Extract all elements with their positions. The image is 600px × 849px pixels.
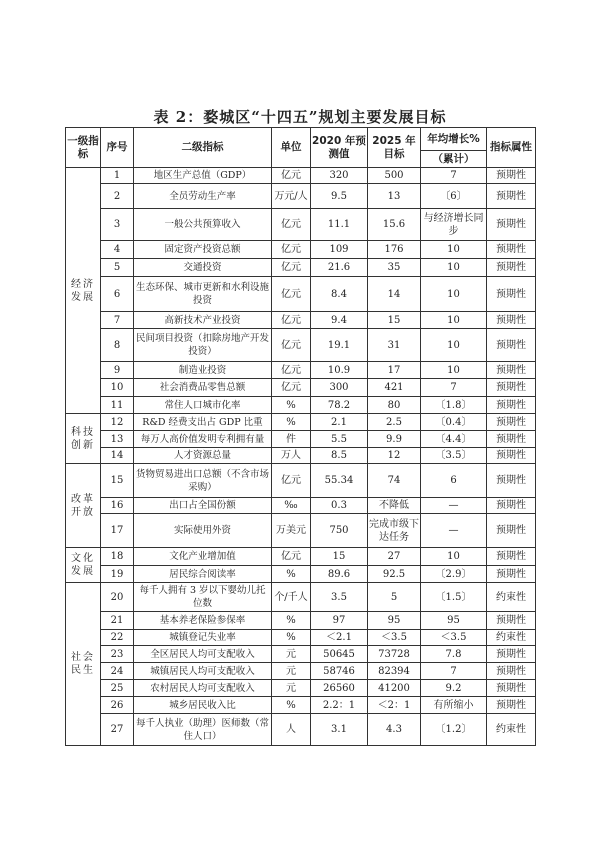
target-2025-cell: 82394 [368,663,421,680]
table-title: 表 2：婺城区“十四五”规划主要发展目标 [153,108,447,126]
growth-cell: 10 [421,329,487,362]
indicator-cell: 每千人拥有 3 岁以下婴幼儿托位数 [134,583,272,612]
attribute-cell: 预期性 [487,566,536,583]
growth-cell: 〔3.5〕 [421,448,487,464]
growth-cell: 与经济增长同步 [421,209,487,241]
target-2025-cell: 15.6 [368,209,421,241]
attribute-cell: 预期性 [487,168,536,184]
seq-cell: 6 [101,277,134,312]
growth-cell: 10 [421,241,487,259]
unit-cell: 万元/人 [272,184,311,209]
growth-cell: 10 [421,312,487,329]
seq-cell: 5 [101,259,134,277]
attribute-cell: 预期性 [487,209,536,241]
growth-cell: 有所缩小 [421,697,487,714]
value-2020-cell: 109 [311,241,368,259]
indicator-cell: 高新技术产业投资 [134,312,272,329]
attribute-cell: 预期性 [487,277,536,312]
value-2020-cell: 5.5 [311,431,368,448]
table-row [66,379,536,397]
seq-cell: 26 [101,697,134,714]
value-2020-cell: 2.2：1 [311,697,368,714]
growth-cell: 〔0.4〕 [421,414,487,431]
table-row [66,397,536,414]
table-row [66,680,536,697]
growth-cell: 10 [421,259,487,277]
target-2025-cell: 14 [368,277,421,312]
unit-cell: 元 [272,680,311,697]
target-2025-cell: 13 [368,184,421,209]
attribute-cell: 预期性 [487,362,536,379]
table-row [66,697,536,714]
attribute-cell: 预期性 [487,379,536,397]
indicator-cell: 常住人口城市化率 [134,397,272,414]
table-row [66,548,536,566]
growth-cell: — [421,498,487,514]
development-targets-table [65,127,536,746]
indicator-cell: 城镇居民人均可支配收入 [134,663,272,680]
attribute-cell: 预期性 [487,259,536,277]
category-cell: 文化发展 [66,548,101,583]
table-row [66,498,536,514]
unit-cell: 亿元 [272,548,311,566]
table-row [66,241,536,259]
seq-cell: 18 [101,548,134,566]
growth-cell: 9.2 [421,680,487,697]
unit-cell: % [272,414,311,431]
seq-cell: 27 [101,714,134,746]
table-row [66,583,536,612]
target-2025-cell: 2.5 [368,414,421,431]
attribute-cell: 预期性 [487,414,536,431]
unit-cell: 万美元 [272,514,311,548]
target-2025-cell: 500 [368,168,421,184]
growth-cell: 6 [421,464,487,498]
attribute-cell: 约束性 [487,630,536,646]
target-2025-cell: 27 [368,548,421,566]
seq-cell: 10 [101,379,134,397]
category-cell: 社会民生 [66,583,101,746]
attribute-cell: 预期性 [487,498,536,514]
value-2020-cell: 89.6 [311,566,368,583]
attribute-cell: 预期性 [487,612,536,630]
growth-cell: 95 [421,612,487,630]
value-2020-cell: 0.3 [311,498,368,514]
seq-cell: 8 [101,329,134,362]
unit-cell: 亿元 [272,379,311,397]
value-2020-cell: 15 [311,548,368,566]
table-row [66,663,536,680]
attribute-cell: 预期性 [487,448,536,464]
unit-cell: 元 [272,646,311,663]
unit-cell: 亿元 [272,209,311,241]
target-2025-cell: 95 [368,612,421,630]
indicator-cell: 城镇登记失业率 [134,630,272,646]
seq-cell: 16 [101,498,134,514]
unit-cell: % [272,397,311,414]
unit-cell: 人 [272,714,311,746]
target-2025-cell: 74 [368,464,421,498]
value-2020-cell: 9.5 [311,184,368,209]
table-row [66,514,536,548]
growth-cell: 〔6〕 [421,184,487,209]
value-2020-cell: 750 [311,514,368,548]
attribute-cell: 约束性 [487,583,536,612]
target-2025-cell: 73728 [368,646,421,663]
seq-cell: 7 [101,312,134,329]
header-attr: 指标属性 [487,128,536,168]
header-level1: 一级指标 [66,128,101,168]
indicator-cell: 固定资产投资总额 [134,241,272,259]
seq-cell: 1 [101,168,134,184]
unit-cell: 万人 [272,448,311,464]
value-2020-cell: 300 [311,379,368,397]
seq-cell: 9 [101,362,134,379]
seq-cell: 19 [101,566,134,583]
seq-cell: 2 [101,184,134,209]
attribute-cell: 预期性 [487,464,536,498]
seq-cell: 13 [101,431,134,448]
seq-cell: 25 [101,680,134,697]
value-2020-cell: 3.5 [311,583,368,612]
seq-cell: 21 [101,612,134,630]
attribute-cell: 预期性 [487,514,536,548]
growth-cell: 10 [421,362,487,379]
indicator-cell: 全员劳动生产率 [134,184,272,209]
unit-cell: 元 [272,663,311,680]
value-2020-cell: 8.5 [311,448,368,464]
unit-cell: 亿元 [272,464,311,498]
indicator-cell: R&D 经费支出占 GDP 比重 [134,414,272,431]
unit-cell: 亿元 [272,362,311,379]
seq-cell: 4 [101,241,134,259]
growth-cell: 10 [421,277,487,312]
table-row [66,184,536,209]
seq-cell: 17 [101,514,134,548]
target-2025-cell: 15 [368,312,421,329]
table-row [66,277,536,312]
header-level2: 二级指标 [134,128,272,168]
value-2020-cell: 2.1 [311,414,368,431]
seq-cell: 15 [101,464,134,498]
unit-cell: 个/千人 [272,583,311,612]
attribute-cell: 预期性 [487,329,536,362]
growth-cell: 7 [421,663,487,680]
indicator-cell: 人才资源总量 [134,448,272,464]
category-cell: 经济发展 [66,168,101,414]
indicator-cell: 每千人执业（助理）医师数（常住人口） [134,714,272,746]
indicator-cell: 出口占全国份额 [134,498,272,514]
value-2020-cell: 3.1 [311,714,368,746]
value-2020-cell: 50645 [311,646,368,663]
value-2020-cell: 97 [311,612,368,630]
table-row [66,362,536,379]
table-row [66,431,536,448]
attribute-cell: 约束性 [487,714,536,746]
header-growth: 年均增长% [421,128,487,151]
unit-cell: 件 [272,431,311,448]
indicator-cell: 农村居民人均可支配收入 [134,680,272,697]
header-growth-sub: （累计） [421,151,487,168]
value-2020-cell: 55.34 [311,464,368,498]
seq-cell: 11 [101,397,134,414]
growth-cell: ＜3.5 [421,630,487,646]
attribute-cell: 预期性 [487,697,536,714]
value-2020-cell: 8.4 [311,277,368,312]
target-2025-cell: 17 [368,362,421,379]
indicator-cell: 每万人高价值发明专利拥有量 [134,431,272,448]
table-row [66,209,536,241]
growth-cell: 〔1.2〕 [421,714,487,746]
unit-cell: 亿元 [272,312,311,329]
attribute-cell: 预期性 [487,680,536,697]
seq-cell: 22 [101,630,134,646]
unit-cell: % [272,612,311,630]
value-2020-cell: 58746 [311,663,368,680]
value-2020-cell: 26560 [311,680,368,697]
growth-cell: 7 [421,379,487,397]
attribute-cell: 预期性 [487,548,536,566]
table-row [66,414,536,431]
value-2020-cell: 11.1 [311,209,368,241]
seq-cell: 14 [101,448,134,464]
attribute-cell: 预期性 [487,646,536,663]
target-2025-cell: 完成市级下达任务 [368,514,421,548]
target-2025-cell: 不降低 [368,498,421,514]
table-body [66,168,536,746]
value-2020-cell: 10.9 [311,362,368,379]
target-2025-cell: ＜3.5 [368,630,421,646]
target-2025-cell: 80 [368,397,421,414]
seq-cell: 20 [101,583,134,612]
indicator-cell: 基本养老保险参保率 [134,612,272,630]
table-row [66,630,536,646]
target-2025-cell: 5 [368,583,421,612]
category-cell: 改革开放 [66,464,101,548]
indicator-cell: 制造业投资 [134,362,272,379]
unit-cell: % [272,566,311,583]
indicator-cell: 全区居民人均可支配收入 [134,646,272,663]
growth-cell: 10 [421,548,487,566]
growth-cell: 7.8 [421,646,487,663]
attribute-cell: 预期性 [487,397,536,414]
value-2020-cell: 320 [311,168,368,184]
value-2020-cell: 21.6 [311,259,368,277]
attribute-cell: 预期性 [487,663,536,680]
target-2025-cell: 4.3 [368,714,421,746]
value-2020-cell: 78.2 [311,397,368,414]
growth-cell: 〔1.8〕 [421,397,487,414]
indicator-cell: 城乡居民收入比 [134,697,272,714]
table-row [66,259,536,277]
table-row [66,646,536,663]
table-row [66,168,536,184]
indicator-cell: 生态环保、城市更新和水利设施投资 [134,277,272,312]
attribute-cell: 预期性 [487,241,536,259]
header-2025: 2025 年目标 [368,128,421,168]
value-2020-cell: 19.1 [311,329,368,362]
table-row [66,329,536,362]
value-2020-cell: 9.4 [311,312,368,329]
table-row [66,566,536,583]
unit-cell: 亿元 [272,277,311,312]
unit-cell: 亿元 [272,329,311,362]
unit-cell: % [272,697,311,714]
target-2025-cell: 421 [368,379,421,397]
indicator-cell: 实际使用外资 [134,514,272,548]
indicator-cell: 货物贸易进出口总额（不含市场采购） [134,464,272,498]
seq-cell: 23 [101,646,134,663]
unit-cell: ‰ [272,498,311,514]
target-2025-cell: 35 [368,259,421,277]
indicator-cell: 交通投资 [134,259,272,277]
table-row [66,464,536,498]
value-2020-cell: ＜2.1 [311,630,368,646]
table-row [66,312,536,329]
indicator-cell: 一般公共预算收入 [134,209,272,241]
target-2025-cell: 176 [368,241,421,259]
indicator-cell: 地区生产总值（GDP） [134,168,272,184]
growth-cell: — [421,514,487,548]
unit-cell: % [272,630,311,646]
seq-cell: 24 [101,663,134,680]
seq-cell: 3 [101,209,134,241]
header-2020: 2020 年预测值 [311,128,368,168]
target-2025-cell: 12 [368,448,421,464]
indicator-cell: 文化产业增加值 [134,548,272,566]
growth-cell: 〔1.5〕 [421,583,487,612]
table-row [66,714,536,746]
growth-cell: 7 [421,168,487,184]
target-2025-cell: 92.5 [368,566,421,583]
attribute-cell: 预期性 [487,184,536,209]
indicator-cell: 社会消费品零售总额 [134,379,272,397]
category-cell: 科技创新 [66,414,101,464]
unit-cell: 亿元 [272,168,311,184]
table-row [66,612,536,630]
indicator-cell: 民间项目投资（扣除房地产开发投资） [134,329,272,362]
growth-cell: 〔2.9〕 [421,566,487,583]
table-row [66,448,536,464]
indicator-cell: 居民综合阅读率 [134,566,272,583]
growth-cell: 〔4.4〕 [421,431,487,448]
target-2025-cell: ＜2：1 [368,697,421,714]
attribute-cell: 预期性 [487,312,536,329]
target-2025-cell: 41200 [368,680,421,697]
target-2025-cell: 9.9 [368,431,421,448]
header-seq: 序号 [101,128,134,168]
seq-cell: 12 [101,414,134,431]
unit-cell: 亿元 [272,241,311,259]
target-2025-cell: 31 [368,329,421,362]
header-unit: 单位 [272,128,311,168]
attribute-cell: 预期性 [487,431,536,448]
unit-cell: 亿元 [272,259,311,277]
